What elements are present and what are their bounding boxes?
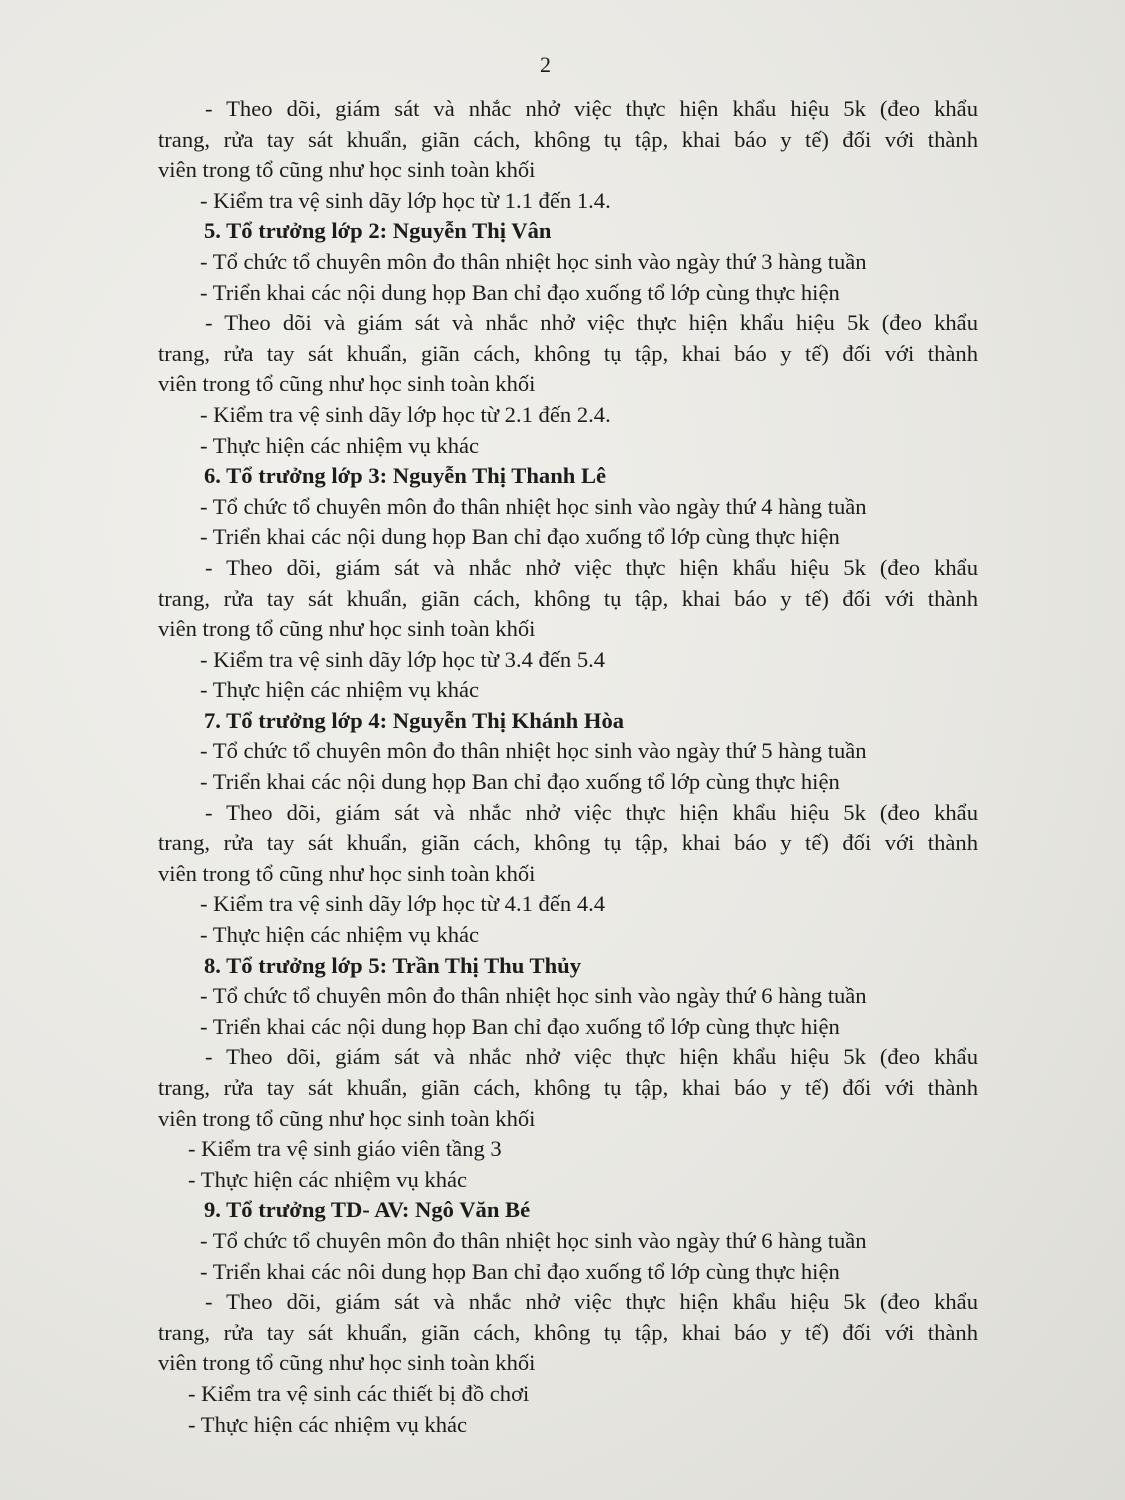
text-line: viên trong tổ cũng như học sinh toàn khối [158,157,536,183]
document-body [158,94,978,1440]
text-line: - Theo dõi, giám sát và nhắc nhở việc thực hiện khẩu hiệu 5k (đeo khẩu [205,96,978,121]
text-line: - Thực hiện các nhiệm vụ khác [188,1166,468,1192]
text-line: - Theo dõi, giám sát và nhắc nhở việc thực hiện khẩu hiệu 5k (đeo khẩu [205,1289,978,1315]
text-line: - Triển khai các nội dung họp Ban chỉ đạo xuống tổ lớp cùng thực hiện [200,279,840,305]
text-line: - Thực hiện các nhiệm vụ khác [200,922,480,948]
text-line: - Tổ chức tổ chuyên môn đo thân nhiệt học sinh vào ngày thứ 3 hàng tuần [200,248,867,274]
text-line: - Tổ chức tổ chuyên môn đo thân nhiệt học sinh vào ngày thứ 6 hàng tuần [200,983,867,1009]
text-line: trang, rửa tay sát khuẩn, giãn cách, không tụ tập, khai báo y tế) đối với thành [158,340,978,366]
text-line: - Tổ chức tổ chuyên môn đo thân nhiệt học sinh vào ngày thứ 5 hàng tuần [200,738,867,764]
text-line: trang, rửa tay sát khuẩn, giãn cách, không tụ tập, khai báo y tế) đối với thành [158,830,978,856]
text-line: - Tổ chức tổ chuyên môn đo thân nhiệt học sinh vào ngày thứ 4 hàng tuần [200,493,867,519]
text-line: - Kiểm tra vệ sinh dãy lớp học từ 3.4 đến 5.4 [200,646,606,672]
text-line: trang, rửa tay sát khuẩn, giãn cách, không tụ tập, khai báo y tế) đối với thành [158,585,978,611]
text-line: - Kiểm tra vệ sinh dãy lớp học từ 2.1 đến 2.4. [200,401,611,427]
text-line: - Theo dõi và giám sát và nhắc nhở việc thực hiện khẩu hiệu 5k (đeo khẩu [205,310,978,336]
section-heading: 7. Tổ trưởng lớp 4: Nguyễn Thị Khánh Hòa [204,707,625,733]
text-line: - Theo dõi, giám sát và nhắc nhở việc thực hiện khẩu hiệu 5k (đeo khẩu [205,799,978,825]
text-line: - Kiểm tra vệ sinh dãy lớp học từ 1.1 đến 1.4. [200,187,611,213]
text-line: trang, rửa tay sát khuẩn, giãn cách, không tụ tập, khai báo y tế) đối với thành [158,126,978,152]
text-line: trang, rửa tay sát khuẩn, giãn cách, không tụ tập, khai báo y tế) đối với thành [158,1075,978,1100]
text-line: viên trong tổ cũng như học sinh toàn khối [158,616,536,642]
text-line: viên trong tổ cũng như học sinh toàn khối [158,1350,536,1376]
text-line: - Triển khai các nội dung họp Ban chỉ đạo xuống tổ lớp cùng thực hiện [200,524,840,550]
text-line: - Kiểm tra vệ sinh dãy lớp học từ 4.1 đến 4.4 [200,891,606,917]
text-line: viên trong tổ cũng như học sinh toàn khối [158,371,536,397]
section-heading: 6. Tổ trưởng lớp 3: Nguyễn Thị Thanh Lê [204,463,607,489]
text-line: - Tổ chức tổ chuyên môn đo thân nhiệt học sinh vào ngày thứ 6 hàng tuần [200,1227,867,1253]
text-line: trang, rửa tay sát khuẩn, giãn cách, không tụ tập, khai báo y tế) đối với thành [158,1319,978,1345]
text-line: viên trong tổ cũng như học sinh toàn khối [158,860,536,886]
text-line: - Kiểm tra vệ sinh các thiết bị đồ chơi [188,1380,530,1406]
page-number: 2 [540,52,551,77]
section-heading: 8. Tổ trưởng lớp 5: Trần Thị Thu Thủy [204,952,582,978]
text-line: - Triển khai các nội dung họp Ban chỉ đạo xuống tổ lớp cùng thực hiện [200,769,840,795]
text-line: - Thực hiện các nhiệm vụ khác [200,677,480,703]
section-heading: 9. Tổ trưởng TD- AV: Ngô Văn Bé [204,1197,531,1223]
text-line: - Thực hiện các nhiệm vụ khác [200,432,480,458]
text-line: - Triển khai các nội dung họp Ban chỉ đạo xuống tổ lớp cùng thực hiện [200,1013,840,1039]
text-line: - Kiểm tra vệ sinh giáo viên tầng 3 [188,1136,502,1162]
section-heading: 5. Tổ trưởng lớp 2: Nguyễn Thị Vân [204,218,552,244]
text-line: viên trong tổ cũng như học sinh toàn khối [158,1105,536,1131]
text-line: - Theo dõi, giám sát và nhắc nhở việc thực hiện khẩu hiệu 5k (đeo khẩu [205,1044,978,1070]
text-line: - Theo dõi, giám sát và nhắc nhở việc thực hiện khẩu hiệu 5k (đeo khẩu [205,554,978,580]
text-line: - Thực hiện các nhiệm vụ khác [188,1411,468,1437]
text-line: - Triển khai các nôi dung họp Ban chỉ đạo xuống tổ lớp cùng thực hiện [200,1258,840,1284]
